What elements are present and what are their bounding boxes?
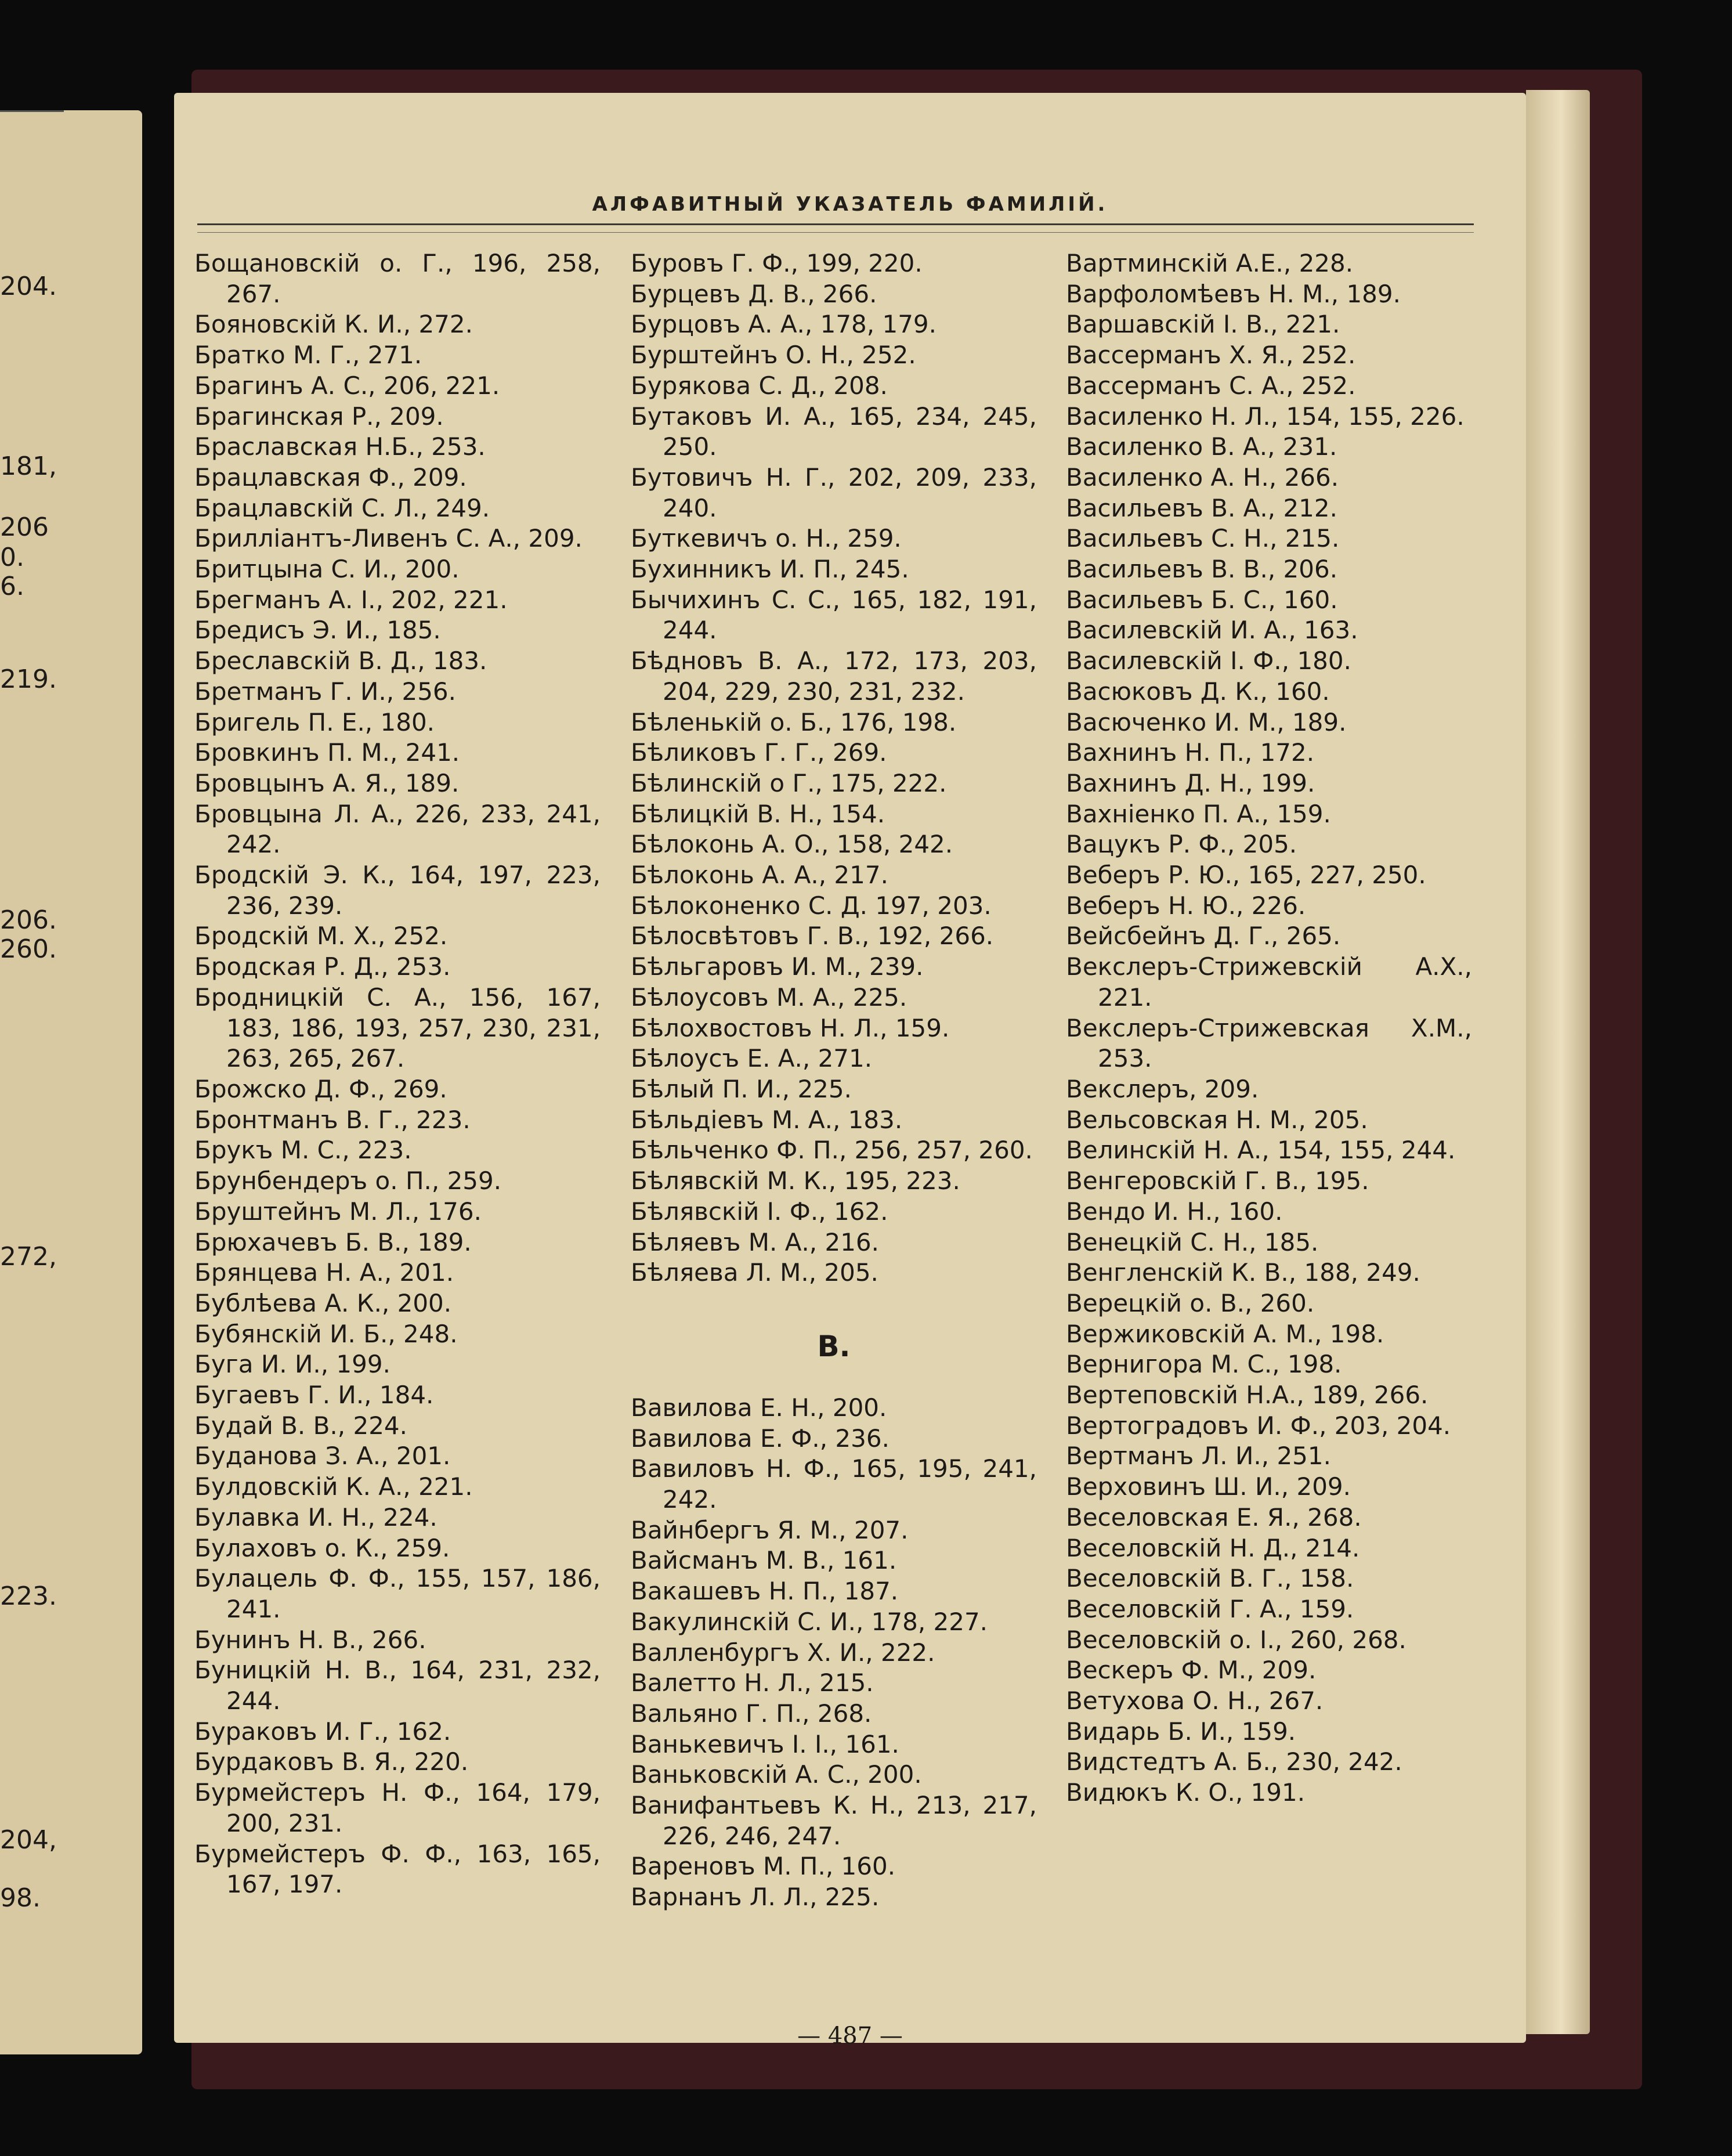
prev-fragment: 204, — [0, 1825, 57, 1855]
index-entry: Вареновъ М. П., 160. — [631, 1852, 896, 1881]
index-entry: Ванькевичъ І. І., 161. — [631, 1729, 899, 1758]
index-entry: Бѣльченко Ф. П., 256, 257, 260. — [631, 1136, 1033, 1165]
index-entry: Векслеръ-Стрижевская Х.М., 253. — [1066, 1013, 1472, 1073]
prev-fragment: 272, — [0, 1242, 57, 1272]
index-column-1 — [194, 248, 601, 1900]
index-entry: Бурцовъ А. А., 178, 179. — [631, 310, 936, 339]
index-entry: Вахнинъ Н. П., 172. — [1066, 738, 1315, 767]
index-entry: Варшавскій І. В., 221. — [1066, 310, 1340, 339]
index-entry: Бублѣева А. К., 200. — [194, 1288, 452, 1317]
index-entry: Вертманъ Л. И., 251. — [1066, 1442, 1331, 1471]
prev-fragment: 0. — [0, 543, 24, 572]
index-entry: Бурмейстеръ Ф. Ф., 163, 165, 167, 197. — [194, 1839, 601, 1899]
index-entry: Бурмейстеръ Н. Ф., 164, 179, 200, 231. — [194, 1778, 601, 1837]
index-entry: Бреславскій В. Д., 183. — [194, 647, 487, 676]
index-entry: Бѣлявскій М. К., 195, 223. — [631, 1167, 960, 1196]
index-entry: Васюковъ Д. К., 160. — [1066, 677, 1330, 706]
section-letter-v: В. — [817, 1329, 851, 1363]
index-entry: Бурцевъ Д. В., 266. — [631, 279, 877, 308]
index-entry: Венгеровскій Г. В., 195. — [1066, 1167, 1369, 1196]
index-entry: Варнанъ Л. Л., 225. — [631, 1883, 880, 1912]
index-entry: Вертеповскій Н.А., 189, 266. — [1066, 1381, 1429, 1410]
index-entry: Валетто Н. Л., 215. — [631, 1669, 874, 1698]
index-entry: Видюкъ К. О., 191. — [1066, 1778, 1306, 1807]
index-entry: Бурдаковъ В. Я., 220. — [194, 1747, 469, 1776]
index-entry: Брагинская Р., 209. — [194, 402, 444, 431]
index-entry: Буткевичъ о. Н., 259. — [631, 524, 902, 553]
index-entry: Бретманъ Г. И., 256. — [194, 677, 456, 706]
index-entry: Вавилова Е. Н., 200. — [631, 1393, 887, 1422]
index-entry: Бродскій М. Х., 252. — [194, 922, 448, 951]
prev-fragment: 260. — [0, 934, 57, 964]
index-entry: Векслеръ, 209. — [1066, 1074, 1259, 1103]
index-entry: Бѣдновъ В. А., 172, 173, 203, 204, 229, 230, 231, 232. — [631, 647, 1037, 706]
index-entry: Бутаковъ И. А., 165, 234, 245, 250. — [631, 402, 1037, 461]
index-entry: Брегманъ А. І., 202, 221. — [194, 585, 508, 614]
index-entry: Велинскій Н. А., 154, 155, 244. — [1066, 1136, 1456, 1165]
index-entry: Бровцына Л. А., 226, 233, 241, 242. — [194, 799, 601, 859]
index-entry: Варфоломѣевъ Н. М., 189. — [1066, 279, 1401, 308]
index-entry: Верецкій о. В., 260. — [1066, 1288, 1315, 1317]
page-number: — 487 — — [797, 2023, 903, 2049]
index-entry: Вавилова Е. Ф., 236. — [631, 1424, 889, 1453]
prev-fragment: 223. — [0, 1581, 57, 1611]
index-entry: Бѣлохвостовъ Н. Л., 159. — [631, 1013, 950, 1042]
prev-fragment: 219. — [0, 665, 57, 694]
index-entry: Василенко В. А., 231. — [1066, 432, 1337, 461]
index-entry: Веселовскій Г. А., 159. — [1066, 1594, 1354, 1623]
index-entry: Бѣликовъ Г. Г., 269. — [631, 738, 887, 767]
index-entry: Веселовскій о. І., 260, 268. — [1066, 1625, 1406, 1654]
index-entry: Буницкій Н. В., 164, 231, 232, 244. — [194, 1656, 601, 1716]
index-entry: Вайнбергъ Я. М., 207. — [631, 1515, 909, 1544]
index-entry: Бѣлый П. И., 225. — [631, 1074, 852, 1103]
index-entry: Бритцына С. И., 200. — [194, 555, 460, 584]
index-entry: Вендо И. Н., 160. — [1066, 1197, 1283, 1226]
index-entry: Вайсманъ М. В., 161. — [631, 1546, 897, 1575]
index-entry: Брукъ М. С., 223. — [194, 1136, 412, 1165]
page-edges — [1526, 90, 1590, 2034]
index-entry: Булавка И. Н., 224. — [194, 1503, 437, 1532]
index-entry: Бухинникъ И. П., 245. — [631, 555, 909, 584]
index-entry: Веберъ Н. Ю., 226. — [1066, 891, 1306, 920]
index-entry: Ветухова О. Н., 267. — [1066, 1686, 1324, 1716]
index-entry: Видстедтъ А. Б., 230, 242. — [1066, 1747, 1402, 1776]
index-entry: Бутовичъ Н. Г., 202, 209, 233, 240. — [631, 463, 1037, 522]
index-entry: Бѣлоконь А. А., 217. — [631, 861, 888, 890]
index-entry: Булацель Ф. Ф., 155, 157, 186, 241. — [194, 1564, 601, 1623]
index-entry: Вацукъ Р. Ф., 205. — [1066, 830, 1297, 859]
index-entry: Братко М. Г., 271. — [194, 341, 422, 370]
index-entry: Василевскій І. Ф., 180. — [1066, 647, 1351, 676]
index-entry: Бѣльдіевъ М. А., 183. — [631, 1105, 903, 1134]
index-column-2 — [631, 248, 1037, 1913]
previous-page — [0, 110, 142, 2054]
index-entry: Бровкинъ П. М., 241. — [194, 738, 460, 767]
index-entry: Васильевъ В. А., 212. — [1066, 493, 1337, 522]
index-entry: Вейсбейнъ Д. Г., 265. — [1066, 922, 1341, 951]
index-entry: Вакулинскій С. И., 178, 227. — [631, 1607, 988, 1636]
index-entry: Бѣлоусъ Е. А., 271. — [631, 1044, 873, 1073]
index-entry: Вахнинъ Д. Н., 199. — [1066, 768, 1315, 797]
index-entry: Вернигора М. С., 198. — [1066, 1350, 1342, 1379]
index-entry: Венгленскій К. В., 188, 249. — [1066, 1258, 1420, 1287]
index-entry: Булаховъ о. К., 259. — [194, 1533, 450, 1562]
index-entry: Бураковъ И. Г., 162. — [194, 1717, 451, 1746]
index-page — [174, 93, 1526, 2049]
index-entry: Венецкій С. Н., 185. — [1066, 1227, 1319, 1256]
index-entry: Бурякова С. Д., 208. — [631, 371, 888, 400]
header-rule — [197, 223, 1474, 233]
index-entry: Видарь Б. И., 159. — [1066, 1717, 1296, 1746]
index-entry: Брацлавскій С. Л., 249. — [194, 493, 490, 522]
index-entry: Брунбендеръ о. П., 259. — [194, 1167, 502, 1196]
index-column-3 — [1066, 248, 1472, 1808]
index-entry: Бѣльгаровъ И. М., 239. — [631, 952, 924, 981]
index-entry: Василенко Н. Л., 154, 155, 226. — [1066, 402, 1465, 431]
index-entry: Векслеръ-Стрижевскій А.Х., 221. — [1066, 952, 1472, 1012]
index-entry: Бѣляева Л. М., 205. — [631, 1258, 878, 1287]
prev-fragment: 206. — [0, 905, 57, 935]
previous-page-rule — [0, 110, 64, 112]
index-entry: Вельсовская Н. М., 205. — [1066, 1105, 1368, 1134]
index-entry: Бѣляевъ М. А., 216. — [631, 1227, 879, 1256]
index-entry: Будай В. В., 224. — [194, 1411, 407, 1440]
prev-fragment: 181, — [0, 452, 57, 481]
index-entry: Ванифантьевъ К. Н., 213, 217, 226, 246, 247. — [631, 1791, 1037, 1850]
index-entry: Брюхачевъ Б. В., 189. — [194, 1227, 472, 1256]
index-entry: Вартминскій А.Е., 228. — [1066, 249, 1354, 277]
index-entry: Вассерманъ С. А., 252. — [1066, 371, 1356, 400]
index-entry: Бродская Р. Д., 253. — [194, 952, 451, 981]
index-entry: Вержиковскій А. М., 198. — [1066, 1319, 1384, 1348]
index-entry: Бригель П. Е., 180. — [194, 707, 435, 736]
index-entry: Бурштейнъ О. Н., 252. — [631, 341, 916, 370]
index-entry: Бруштейнъ М. Л., 176. — [194, 1197, 482, 1226]
index-entry: Буданова З. А., 201. — [194, 1442, 451, 1471]
index-entry: Буга И. И., 199. — [194, 1350, 390, 1379]
index-entry: Верховинъ Ш. И., 209. — [1066, 1472, 1351, 1501]
index-entry: Брожско Д. Ф., 269. — [194, 1074, 447, 1103]
index-entry: Бубянскій И. Б., 248. — [194, 1319, 458, 1348]
index-entry: Василенко А. Н., 266. — [1066, 463, 1339, 492]
index-entry: Бредисъ Э. И., 185. — [194, 616, 441, 645]
prev-fragment: 206 — [0, 512, 49, 542]
index-entry: Вассерманъ Х. Я., 252. — [1066, 341, 1356, 370]
index-entry: Бронтманъ В. Г., 223. — [194, 1105, 471, 1134]
index-entry: Бояновскій К. И., 272. — [194, 310, 473, 339]
index-entry: Вахніенко П. А., 159. — [1066, 799, 1331, 828]
index-entry: Буровъ Г. Ф., 199, 220. — [631, 249, 923, 277]
index-entry: Бѣлоконь А. О., 158, 242. — [631, 830, 953, 859]
index-entry: Вавиловъ Н. Ф., 165, 195, 241, 242. — [631, 1454, 1037, 1514]
index-entry: Булдовскій К. А., 221. — [194, 1472, 473, 1501]
index-entry: Бѣлинскій о Г., 175, 222. — [631, 768, 947, 797]
index-entry: Васильевъ С. Н., 215. — [1066, 524, 1340, 553]
index-entry: Веселовская Е. Я., 268. — [1066, 1503, 1362, 1532]
index-entry: Васильевъ В. В., 206. — [1066, 555, 1338, 584]
index-entry: Бѣлоконенко С. Д. 197, 203. — [631, 891, 992, 920]
index-entry: Бычихинъ С. С., 165, 182, 191, 244. — [631, 585, 1037, 645]
index-entry: Бродницкій С. А., 156, 167, 183, 186, 193, 257, 230, 231, 263, 265, 267. — [194, 983, 601, 1073]
running-header: АЛФАВИТНЫЙ УКАЗАТЕЛЬ ФАМИЛІЙ. — [592, 193, 1108, 216]
index-entry: Вальяно Г. П., 268. — [631, 1699, 872, 1728]
index-entry: Бугаевъ Г. И., 184. — [194, 1381, 434, 1410]
index-entry: Бродскій Э. К., 164, 197, 223, 236, 239. — [194, 861, 601, 920]
index-entry: Бѣлосвѣтовъ Г. В., 192, 266. — [631, 922, 994, 951]
index-entry: Брилліантъ-Ливенъ С. А., 209. — [194, 524, 583, 553]
index-entry: Василевскій И. А., 163. — [1066, 616, 1358, 645]
index-entry: Бровцынъ А. Я., 189. — [194, 768, 460, 797]
prev-fragment: 204. — [0, 272, 57, 301]
index-entry: Бѣлицкій В. Н., 154. — [631, 799, 885, 828]
index-entry: Бѣлявскій І. Ф., 162. — [631, 1197, 888, 1226]
index-entry: Бощановскій о. Г., 196, 258, 267. — [194, 249, 601, 308]
index-entry: Веселовскій В. Г., 158. — [1066, 1564, 1354, 1593]
index-entry: Вескеръ Ф. М., 209. — [1066, 1656, 1317, 1685]
index-entry: Ваньковскій А. С., 200. — [631, 1760, 922, 1789]
index-entry: Бунинъ Н. В., 266. — [194, 1625, 426, 1654]
index-entry: Вертоградовъ И. Ф., 203, 204. — [1066, 1411, 1451, 1440]
index-entry: Валленбургъ Х. И., 222. — [631, 1638, 935, 1667]
index-entry: Веберъ Р. Ю., 165, 227, 250. — [1066, 861, 1426, 890]
index-entry: Вакашевъ Н. П., 187. — [631, 1577, 899, 1606]
index-entry: Бѣлоусовъ М. А., 225. — [631, 983, 907, 1012]
index-entry: Брянцева Н. А., 201. — [194, 1258, 454, 1287]
prev-fragment: 6. — [0, 572, 24, 601]
index-entry: Васильевъ Б. С., 160. — [1066, 585, 1338, 614]
index-entry: Брацлавская Ф., 209. — [194, 463, 467, 492]
prev-fragment: 98. — [0, 1883, 41, 1913]
index-entry: Бѣленькій о. Б., 176, 198. — [631, 707, 957, 736]
index-entry: Веселовскій Н. Д., 214. — [1066, 1533, 1360, 1562]
index-entry: Брагинъ А. С., 206, 221. — [194, 371, 500, 400]
index-entry: Васюченко И. М., 189. — [1066, 707, 1347, 736]
index-entry: Браславская Н.Б., 253. — [194, 432, 486, 461]
